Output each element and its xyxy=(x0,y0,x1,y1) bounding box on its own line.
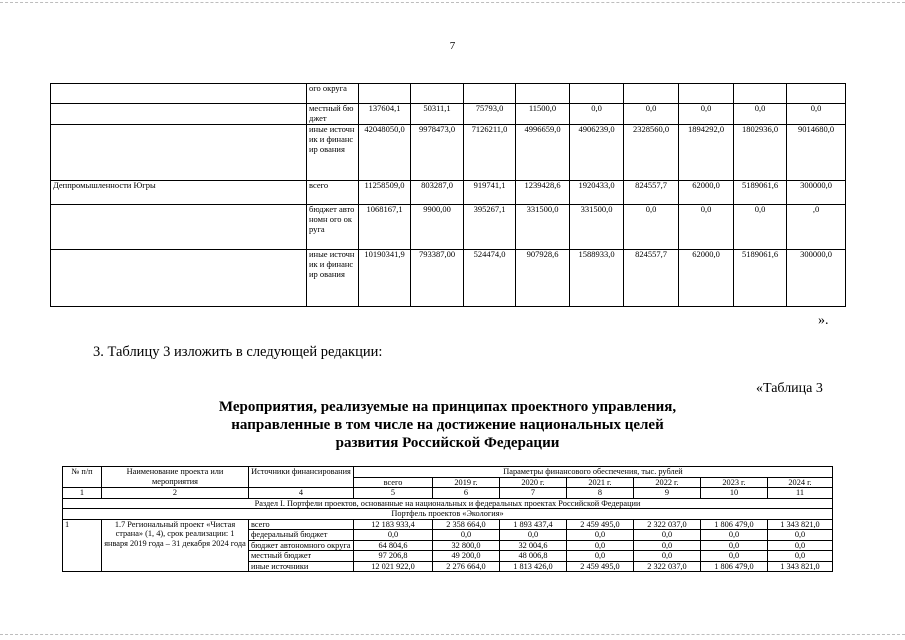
value-cell: 0,0 xyxy=(701,540,768,551)
value-cell: 12 183 933,4 xyxy=(354,519,433,530)
value-cell: 0,0 xyxy=(624,104,679,125)
value-cell: 2 459 495,0 xyxy=(567,519,634,530)
header-year: 2020 г. xyxy=(500,477,567,488)
value-cell: 137604,1 xyxy=(359,104,411,125)
value-cell: 824557,7 xyxy=(624,181,679,205)
value-cell xyxy=(411,84,464,104)
column-numbers-row xyxy=(63,488,833,499)
page-number: 7 xyxy=(449,40,456,52)
source-cell: ого округа xyxy=(307,84,359,104)
scan-edge-top xyxy=(0,2,905,4)
value-cell: 395267,1 xyxy=(464,205,516,250)
value-cell: 32 800,0 xyxy=(433,540,500,551)
portfolio-title: Портфель проектов «Экология» xyxy=(63,509,833,520)
header-year: 2023 г. xyxy=(701,477,768,488)
value-cell: 0,0 xyxy=(567,551,634,562)
value-cell: 907928,6 xyxy=(516,250,570,307)
source-cell: местный бюджет xyxy=(249,551,354,562)
column-number: 5 xyxy=(354,488,433,499)
value-cell: 48 006,8 xyxy=(500,551,567,562)
source-cell: иные источник и финансир ования xyxy=(307,125,359,181)
value-cell: 62000,0 xyxy=(679,250,734,307)
header-params: Параметры финансового обеспечения, тыс. рублей xyxy=(354,467,833,478)
value-cell: 0,0 xyxy=(433,530,500,541)
value-cell: 1239428,6 xyxy=(516,181,570,205)
value-cell: 1068167,1 xyxy=(359,205,411,250)
source-cell: иные источники xyxy=(249,561,354,572)
header-year: 2019 г. xyxy=(433,477,500,488)
scan-edge-bottom xyxy=(0,634,905,636)
value-cell: 2 322 037,0 xyxy=(634,519,701,530)
value-cell: 4906239,0 xyxy=(570,125,624,181)
heading-line: развития Российской Федерации xyxy=(335,435,560,451)
source-cell: федеральный бюджет xyxy=(249,530,354,541)
value-cell: 12 021 922,0 xyxy=(354,561,433,572)
value-cell: 300000,0 xyxy=(787,181,846,205)
value-cell: 0,0 xyxy=(624,205,679,250)
value-cell: 1802936,0 xyxy=(734,125,787,181)
heading-line: Мероприятия, реализуемые на принципах проектного управления, xyxy=(218,399,677,415)
value-cell: 0,0 xyxy=(768,551,833,562)
table-row xyxy=(51,125,846,181)
value-cell: 793387,00 xyxy=(411,250,464,307)
continuation-table xyxy=(50,83,846,307)
value-cell: 97 206,8 xyxy=(354,551,433,562)
portfolio-row xyxy=(63,509,833,520)
value-cell xyxy=(516,84,570,104)
row-name xyxy=(51,205,307,250)
row-name xyxy=(51,84,307,104)
value-cell: 0,0 xyxy=(634,530,701,541)
value-cell: 0,0 xyxy=(679,104,734,125)
header-year: 2024 г. xyxy=(768,477,833,488)
value-cell: 0,0 xyxy=(570,104,624,125)
value-cell: 824557,7 xyxy=(624,250,679,307)
value-cell: 0,0 xyxy=(500,530,567,541)
value-cell: 11258509,0 xyxy=(359,181,411,205)
value-cell: 2 276 664,0 xyxy=(433,561,500,572)
table-row xyxy=(51,104,846,125)
value-cell: 0,0 xyxy=(701,530,768,541)
header-sources: Источники финансирования xyxy=(249,467,354,488)
value-cell xyxy=(624,84,679,104)
header-year: всего xyxy=(354,477,433,488)
value-cell: 0,0 xyxy=(768,540,833,551)
value-cell: 919741,1 xyxy=(464,181,516,205)
value-cell: 300000,0 xyxy=(787,250,846,307)
value-cell: 9900,00 xyxy=(411,205,464,250)
value-cell: 11500,0 xyxy=(516,104,570,125)
value-cell: 1 813 426,0 xyxy=(500,561,567,572)
source-cell: иные источник и финансир ования xyxy=(307,250,359,307)
value-cell: 0,0 xyxy=(634,551,701,562)
source-cell: всего xyxy=(249,519,354,530)
value-cell: 2328560,0 xyxy=(624,125,679,181)
column-number: 8 xyxy=(567,488,634,499)
source-cell: бюджет автономн ого округа xyxy=(307,205,359,250)
value-cell: 0,0 xyxy=(567,530,634,541)
source-cell: бюджет автономного округа xyxy=(249,540,354,551)
section-title: Раздел I. Портфели проектов, основанные на национальных и федеральных проектах Российской Федерации xyxy=(63,498,833,509)
value-cell: 331500,0 xyxy=(516,205,570,250)
value-cell: 803287,0 xyxy=(411,181,464,205)
value-cell xyxy=(679,84,734,104)
source-cell: местный бюджет xyxy=(307,104,359,125)
table-row xyxy=(51,250,846,307)
heading-line: направленные в том числе на достижение национальных целей xyxy=(231,417,664,433)
value-cell: 64 804,6 xyxy=(354,540,433,551)
value-cell xyxy=(787,84,846,104)
section-row xyxy=(63,498,833,509)
table-row xyxy=(63,519,833,530)
column-number: 4 xyxy=(249,488,354,499)
value-cell: 0,0 xyxy=(734,205,787,250)
column-number: 7 xyxy=(500,488,567,499)
value-cell xyxy=(359,84,411,104)
value-cell: 62000,0 xyxy=(679,181,734,205)
row-name xyxy=(51,125,307,181)
value-cell: 1 343 821,0 xyxy=(768,561,833,572)
value-cell: 1894292,0 xyxy=(679,125,734,181)
value-cell: 0,0 xyxy=(567,540,634,551)
column-number: 2 xyxy=(102,488,249,499)
table-row xyxy=(51,205,846,250)
instruction-text: 3. Таблицу 3 изложить в следующей редакции: xyxy=(93,344,383,360)
value-cell: 9014680,0 xyxy=(787,125,846,181)
projects-table xyxy=(62,466,833,572)
row-name xyxy=(51,104,307,125)
value-cell: 7126211,0 xyxy=(464,125,516,181)
row-name: Деппромышленности Югры xyxy=(51,181,307,205)
value-cell: 49 200,0 xyxy=(433,551,500,562)
value-cell xyxy=(464,84,516,104)
value-cell: 0,0 xyxy=(734,104,787,125)
value-cell: 1588933,0 xyxy=(570,250,624,307)
value-cell: 2 322 037,0 xyxy=(634,561,701,572)
value-cell: 2 358 664,0 xyxy=(433,519,500,530)
value-cell: 10190341,9 xyxy=(359,250,411,307)
value-cell: 32 004,6 xyxy=(500,540,567,551)
value-cell: 1920433,0 xyxy=(570,181,624,205)
value-cell: 0,0 xyxy=(701,551,768,562)
column-number: 6 xyxy=(433,488,500,499)
header-year: 2022 г. xyxy=(634,477,701,488)
column-number: 10 xyxy=(701,488,768,499)
column-number: 11 xyxy=(768,488,833,499)
source-cell: всего xyxy=(307,181,359,205)
header-name: Наименование проекта или мероприятия xyxy=(102,467,249,488)
header-year: 2021 г. xyxy=(567,477,634,488)
header-row xyxy=(63,467,833,478)
value-cell: 5189061,6 xyxy=(734,250,787,307)
value-cell: 1 806 479,0 xyxy=(701,519,768,530)
value-cell xyxy=(570,84,624,104)
value-cell: 9978473,0 xyxy=(411,125,464,181)
table-heading xyxy=(180,398,715,452)
value-cell: 0,0 xyxy=(768,530,833,541)
column-number: 9 xyxy=(634,488,701,499)
closing-quote: ». xyxy=(818,313,829,328)
value-cell: ,0 xyxy=(787,205,846,250)
row-name xyxy=(51,250,307,307)
value-cell: 0,0 xyxy=(679,205,734,250)
value-cell: 75793,0 xyxy=(464,104,516,125)
value-cell: 1 893 437,4 xyxy=(500,519,567,530)
value-cell: 331500,0 xyxy=(570,205,624,250)
value-cell: 1 343 821,0 xyxy=(768,519,833,530)
value-cell: 0,0 xyxy=(354,530,433,541)
table-row xyxy=(51,84,846,104)
value-cell: 0,0 xyxy=(634,540,701,551)
value-cell xyxy=(734,84,787,104)
value-cell: 524474,0 xyxy=(464,250,516,307)
table-row xyxy=(51,181,846,205)
project-name: 1.7 Региональный проект «Чистая страна» (1, 4), срок реализации: 1 января 2019 года – 31 декабря 2024 года xyxy=(102,519,249,572)
table-label: «Таблица 3 xyxy=(756,381,823,396)
header-num: № п/п xyxy=(63,467,102,488)
value-cell: 0,0 xyxy=(787,104,846,125)
column-number: 1 xyxy=(63,488,102,499)
project-num: 1 xyxy=(63,519,102,572)
value-cell: 50311,1 xyxy=(411,104,464,125)
value-cell: 5189061,6 xyxy=(734,181,787,205)
value-cell: 4996659,0 xyxy=(516,125,570,181)
value-cell: 2 459 495,0 xyxy=(567,561,634,572)
value-cell: 42048050,0 xyxy=(359,125,411,181)
value-cell: 1 806 479,0 xyxy=(701,561,768,572)
